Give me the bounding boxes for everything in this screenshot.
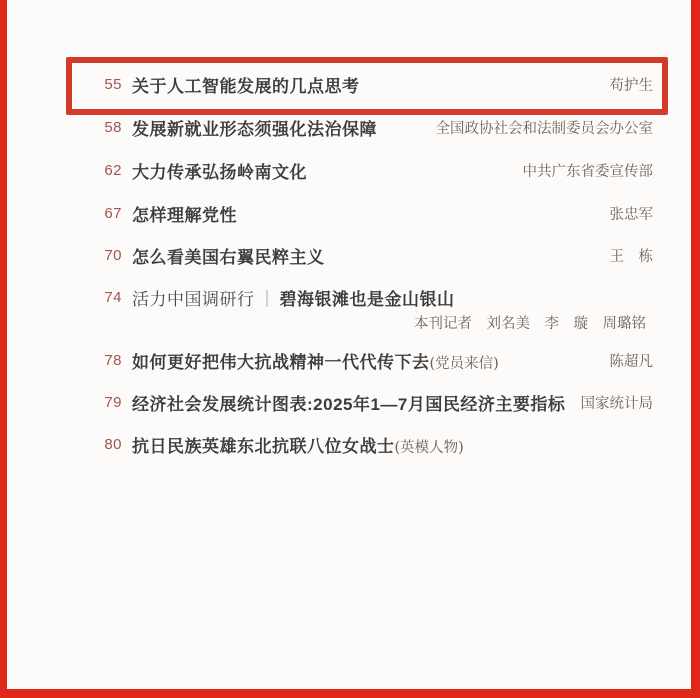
toc-row-67[interactable]: [7, 199, 691, 227]
toc-row-78[interactable]: [7, 346, 691, 374]
red-frame-bottom: [0, 689, 700, 698]
page-number: 62: [104, 161, 122, 179]
title-separator: ｜: [258, 289, 276, 309]
article-authors-line: 本刊记者 刘名美 李 璇 周璐铭: [414, 315, 646, 332]
page-number: 58: [104, 118, 122, 136]
page-number: 67: [104, 204, 122, 222]
article-author: 国家统计局: [580, 395, 653, 412]
article-author: 全国政协社会和法制委员会办公室: [435, 120, 653, 137]
article-author: 中共广东省委宣传部: [522, 163, 653, 180]
toc-row-70[interactable]: [7, 241, 691, 269]
article-author: 张忠军: [609, 206, 653, 223]
article-column-tag: (英模人物): [394, 439, 464, 456]
page-number: 70: [104, 246, 122, 264]
article-title: 怎样理解党性: [132, 205, 237, 225]
article-column-tag: (党员来信): [429, 355, 499, 372]
page-number: 78: [104, 351, 122, 369]
article-author: 王 栋: [609, 248, 653, 265]
toc-row-62[interactable]: [7, 156, 691, 184]
article-title: 经济社会发展统计图表:2025年1—7月国民经济主要指标: [132, 394, 566, 414]
article-title: 如何更好把伟大抗战精神一代代传下去(党员来信): [132, 352, 499, 372]
toc-row-74[interactable]: [7, 283, 691, 311]
red-frame-left: [0, 0, 7, 698]
article-title: 抗日民族英雄东北抗联八位女战士(英模人物): [132, 436, 464, 456]
article-title: 活力中国调研行 ｜ 碧海银滩也是金山银山: [132, 289, 455, 309]
article-author: 苟护生: [609, 77, 653, 94]
toc-row-55[interactable]: [7, 70, 691, 98]
article-author: 陈超凡: [609, 353, 653, 370]
page-number: 79: [104, 393, 122, 411]
article-title: 发展新就业形态须强化法治保障: [132, 119, 377, 139]
page-number: 74: [104, 288, 122, 306]
article-title: 大力传承弘扬岭南文化: [132, 162, 307, 182]
page-number: 55: [104, 75, 122, 93]
toc-row-80[interactable]: [7, 430, 691, 458]
article-title: 关于人工智能发展的几点思考: [132, 76, 360, 96]
red-frame-right: [691, 0, 700, 698]
article-series-prefix: 活力中国调研行: [132, 289, 255, 309]
article-title: 怎么看美国右翼民粹主义: [132, 247, 325, 267]
toc-row-79[interactable]: [7, 388, 691, 416]
toc-row-58[interactable]: [7, 113, 691, 141]
page-number: 80: [104, 435, 122, 453]
